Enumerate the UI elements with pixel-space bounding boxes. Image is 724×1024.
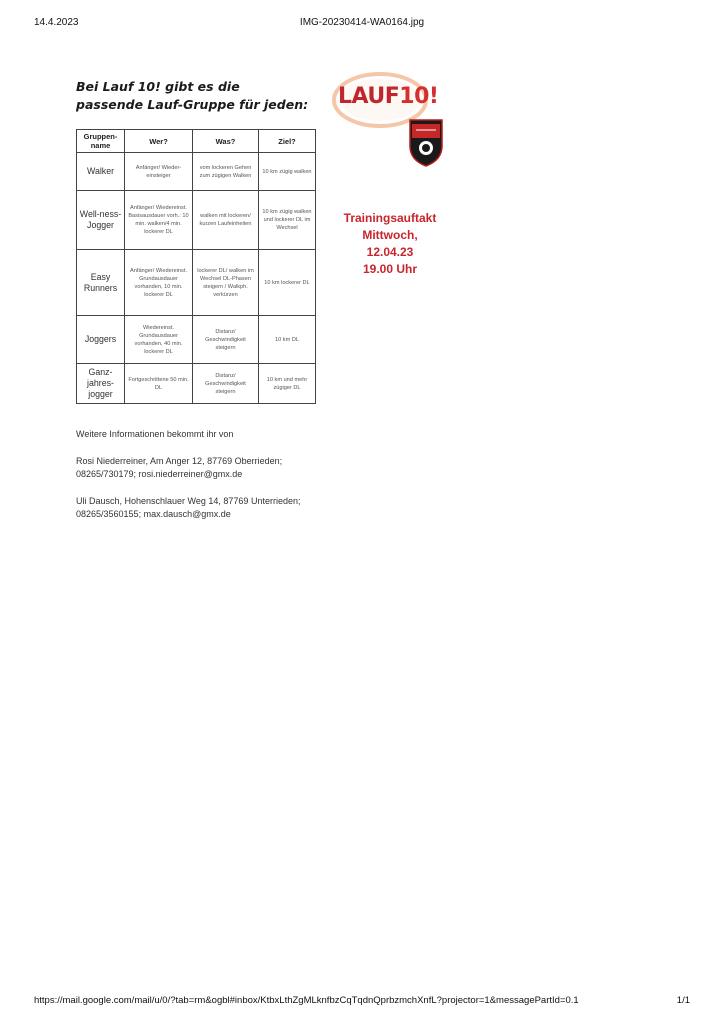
club-emblem-icon: [406, 116, 446, 168]
print-url: https://mail.google.com/mail/u/0/?tab=rm&ogbl#inbox/KtbxLthZgMLknfbzCqTqdnQprbzmchXnfL?projector=1&messagePartId=0.1: [34, 995, 579, 1006]
contact-intro: Weitere Informationen bekommt ihr von: [76, 429, 234, 439]
running-groups-table: [76, 129, 316, 404]
contact-person-2: Uli Dausch, Hohenschlauer Weg 14, 87769 Unterrieden; 08265/3560155; max.dausch@gmx.de: [76, 496, 301, 519]
goal-cell: 10 km zügig walken: [259, 153, 316, 191]
training-time: 19.00 Uhr: [362, 262, 418, 276]
group-name-cell: Joggers: [77, 316, 125, 364]
logo-text-lauf: LAUF: [338, 84, 400, 109]
table-row: [77, 191, 316, 250]
header-who: Wer?: [125, 130, 193, 153]
goal-cell: 10 km zügig walken und lockerer DL im Wechsel: [259, 191, 316, 250]
table-header-row: [77, 130, 316, 153]
who-cell: Anfänger/ Wiedereinst. Grundausdauer vorhanden, 10 min. lockerer DL: [125, 250, 193, 316]
print-page-number: 1/1: [676, 995, 690, 1006]
group-name-cell: Easy Runners: [77, 250, 125, 316]
logo-wordmark: [338, 84, 438, 109]
group-name-cell: Well-ness-Jogger: [77, 191, 125, 250]
group-name-cell: Ganz-jahres-jogger: [77, 364, 125, 404]
what-cell: Distanz/ Geschwindigkeit steigern: [193, 316, 259, 364]
goal-cell: 10 km lockerer DL: [259, 250, 316, 316]
training-title: Trainingsauftakt: [343, 211, 437, 225]
group-name-cell: Walker: [77, 153, 125, 191]
goal-cell: 10 km und mehr zügiger DL: [259, 364, 316, 404]
table-row: [77, 250, 316, 316]
header-goal: Ziel?: [259, 130, 316, 153]
what-cell: walken mit lockeren/ kurzen Laufeinheiten: [193, 191, 259, 250]
table-row: [77, 153, 316, 191]
what-cell: lockerer DL/ walken im Wechsel DL-Phasen steigern / Walkph. verkürzen: [193, 250, 259, 316]
logo-text-ten: 10!: [399, 84, 439, 109]
headline-line-1: Bei Lauf 10! gibt es die: [76, 79, 240, 94]
what-cell: Distanz/ Geschwindigkeit steigern: [193, 364, 259, 404]
contact-info: [76, 428, 336, 535]
table-row: [77, 316, 316, 364]
contact-person-1: Rosi Niederreiner, Am Anger 12, 87769 Oberrieden; 08265/730179; rosi.niederreiner@gmx.de: [76, 456, 283, 479]
headline: [76, 78, 326, 114]
training-date: 12.04.23: [366, 245, 414, 259]
training-kickoff: [330, 210, 450, 278]
print-date: 14.4.2023: [34, 17, 79, 28]
who-cell: Fortgeschrittene 50 min. DL: [125, 364, 193, 404]
print-filename: IMG-20230414-WA0164.jpg: [299, 17, 425, 28]
training-day: Mittwoch,: [362, 228, 418, 242]
lauf10-logo: [332, 70, 447, 170]
who-cell: Anfänger/ Wiedereinst. Basisausdauer vorh.: 10 min. walken/4 min. lockerer DL: [125, 191, 193, 250]
goal-cell: 10 km DL: [259, 316, 316, 364]
table-row: [77, 364, 316, 404]
header-what: Was?: [193, 130, 259, 153]
who-cell: Anfänger/ Wieder-einsteiger: [125, 153, 193, 191]
what-cell: vom lockeren Gehen zum zügigen Walken: [193, 153, 259, 191]
who-cell: Wiedereinst. Grundausdauer vorhanden, 40 min. lockerer DL: [125, 316, 193, 364]
headline-line-2: passende Lauf-Gruppe für jeden:: [76, 97, 309, 112]
header-group-name: Gruppen-name: [77, 130, 125, 153]
